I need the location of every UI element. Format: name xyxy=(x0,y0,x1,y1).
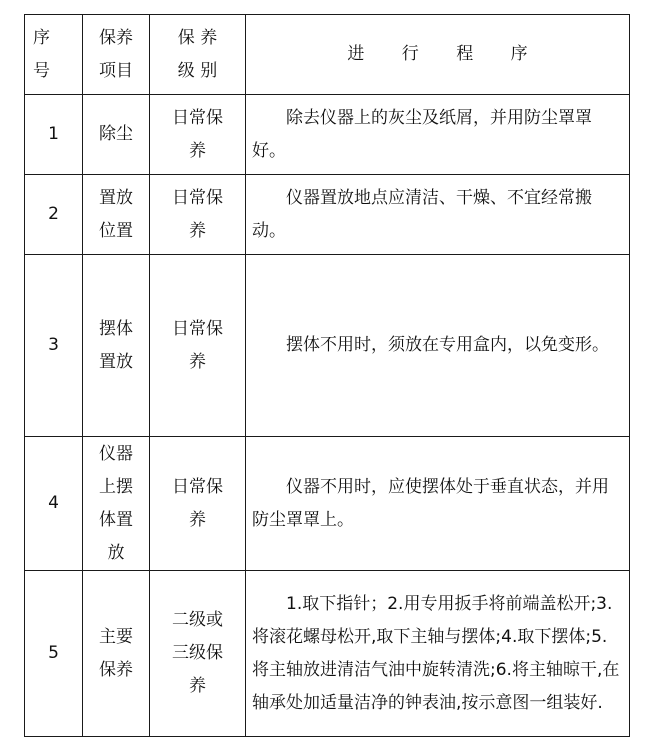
row-no: 2 xyxy=(25,175,83,255)
header-row xyxy=(25,15,630,95)
row-item: 仪器 上摆 体置 放 xyxy=(83,437,150,571)
row-item: 除尘 xyxy=(83,95,150,175)
row-item: 摆体 置放 xyxy=(83,255,150,437)
row-procedure: 仪器不用时，应使摆体处于垂直状态，并用防尘罩罩上。 xyxy=(246,437,630,571)
table-row xyxy=(25,571,630,737)
row-procedure: 摆体不用时，须放在专用盒内，以免变形。 xyxy=(246,255,630,437)
row-procedure: 除去仪器上的灰尘及纸屑，并用防尘罩罩好。 xyxy=(246,95,630,175)
row-item: 置放 位置 xyxy=(83,175,150,255)
row-item: 主要 保养 xyxy=(83,571,150,737)
row-level: 日常保 养 xyxy=(150,437,246,571)
header-item: 保养 项目 xyxy=(83,15,150,95)
header-no: 序 号 xyxy=(25,15,83,95)
row-no: 3 xyxy=(25,255,83,437)
table-row xyxy=(25,95,630,175)
maintenance-table-wrapper xyxy=(24,14,630,737)
table-row xyxy=(25,255,630,437)
header-procedure: 进 行 程 序 xyxy=(246,15,630,95)
row-procedure: 1.取下指针；2.用专用扳手将前端盖松开;3.将滚花螺母松开,取下主轴与摆体;4.取下摆体;5.将主轴放进清洁气油中旋转清洗;6.将主轴晾干,在轴承处加适量洁净的钟表油,按示意图一组装好. xyxy=(246,571,630,737)
row-level: 二级或 三级保 养 xyxy=(150,571,246,737)
row-no: 1 xyxy=(25,95,83,175)
row-level: 日常保 养 xyxy=(150,175,246,255)
row-procedure: 仪器置放地点应清洁、干燥、不宜经常搬动。 xyxy=(246,175,630,255)
row-no: 5 xyxy=(25,571,83,737)
table-row xyxy=(25,437,630,571)
row-level: 日常保 养 xyxy=(150,255,246,437)
header-level: 保 养 级 别 xyxy=(150,15,246,95)
row-no: 4 xyxy=(25,437,83,571)
table-row xyxy=(25,175,630,255)
row-level: 日常保 养 xyxy=(150,95,246,175)
maintenance-table xyxy=(24,14,630,737)
